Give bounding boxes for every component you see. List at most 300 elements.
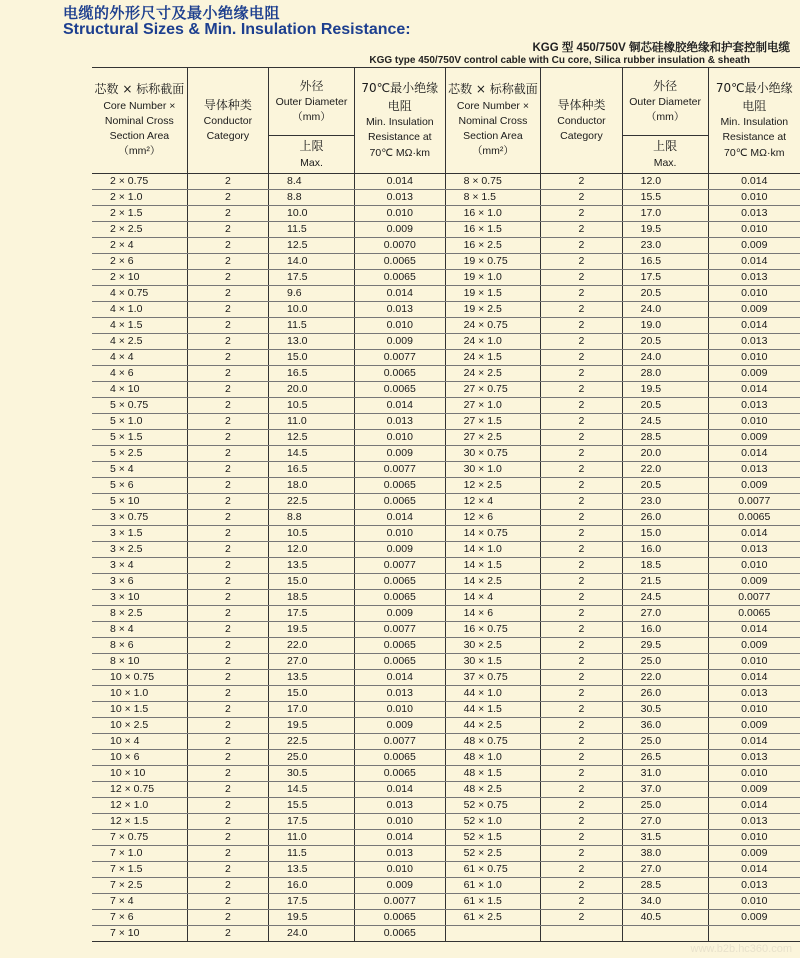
core-size-cell: 4 × 6: [92, 366, 187, 382]
core-size-cell: 16 × 1.5: [445, 222, 541, 238]
outer-diameter-cell: 25.0: [622, 654, 708, 670]
conductor-category-cell: 2: [541, 686, 622, 702]
conductor-category-cell: 2: [541, 766, 622, 782]
table-row: [92, 590, 800, 606]
outer-diameter-cell: 30.5: [622, 702, 708, 718]
outer-diameter-cell: 13.5: [269, 670, 355, 686]
core-size-cell: 12 × 6: [445, 510, 541, 526]
outer-diameter-cell: 14.5: [269, 446, 355, 462]
core-size-cell: 7 × 1.0: [92, 846, 187, 862]
conductor-category-cell: 2: [541, 814, 622, 830]
outer-diameter-cell: 15.5: [622, 190, 708, 206]
conductor-category-cell: 2: [187, 398, 268, 414]
conductor-category-cell: 2: [187, 270, 268, 286]
outer-diameter-cell: 22.0: [622, 462, 708, 478]
insulation-resistance-cell: 0.0077: [708, 590, 800, 606]
table-row: [92, 334, 800, 350]
conductor-category-cell: 2: [541, 430, 622, 446]
outer-diameter-cell: 17.5: [269, 814, 355, 830]
table-row: [92, 526, 800, 542]
insulation-resistance-cell: 0.0065: [355, 750, 446, 766]
conductor-category-cell: 2: [187, 558, 268, 574]
outer-diameter-cell: 34.0: [622, 894, 708, 910]
insulation-resistance-cell: 0.009: [355, 334, 446, 350]
table-row: [92, 622, 800, 638]
outer-diameter-cell: 13.5: [269, 862, 355, 878]
table-row: [92, 782, 800, 798]
outer-diameter-cell: 26.5: [622, 750, 708, 766]
conductor-category-cell: 2: [187, 334, 268, 350]
core-size-cell: 4 × 2.5: [92, 334, 187, 350]
core-size-cell: 3 × 6: [92, 574, 187, 590]
outer-diameter-cell: 21.5: [622, 574, 708, 590]
outer-diameter-cell: 28.0: [622, 366, 708, 382]
core-size-cell: 10 × 0.75: [92, 670, 187, 686]
insulation-resistance-cell: 0.010: [708, 702, 800, 718]
table-row: [92, 462, 800, 478]
table-row: [92, 190, 800, 206]
core-size-cell: 3 × 10: [92, 590, 187, 606]
table-row: [92, 814, 800, 830]
conductor-category-cell: 2: [541, 862, 622, 878]
outer-diameter-cell: 11.0: [269, 830, 355, 846]
core-size-cell: 4 × 1.5: [92, 318, 187, 334]
conductor-category-cell: 2: [187, 318, 268, 334]
insulation-resistance-cell: 0.009: [708, 574, 800, 590]
core-size-cell: 44 × 1.0: [445, 686, 541, 702]
conductor-category-cell: 2: [541, 446, 622, 462]
conductor-category-cell: 2: [187, 574, 268, 590]
core-size-cell: 19 × 1.0: [445, 270, 541, 286]
core-size-cell: 10 × 10: [92, 766, 187, 782]
outer-diameter-cell: 22.0: [269, 638, 355, 654]
outer-diameter-cell: 20.5: [622, 286, 708, 302]
conductor-category-cell: 2: [187, 862, 268, 878]
core-size-cell: 27 × 1.0: [445, 398, 541, 414]
core-size-cell: 14 × 1.0: [445, 542, 541, 558]
insulation-resistance-cell: 0.009: [708, 638, 800, 654]
conductor-category-cell: 2: [541, 718, 622, 734]
core-size-cell: 44 × 2.5: [445, 718, 541, 734]
outer-diameter-cell: 27.0: [622, 862, 708, 878]
conductor-category-cell: 2: [187, 478, 268, 494]
core-size-cell: 8 × 6: [92, 638, 187, 654]
conductor-category-cell: 2: [187, 174, 268, 190]
conductor-category-cell: 2: [541, 750, 622, 766]
core-size-cell: 30 × 1.0: [445, 462, 541, 478]
outer-diameter-cell: 24.5: [622, 414, 708, 430]
conductor-category-cell: 2: [187, 670, 268, 686]
table-row: [92, 318, 800, 334]
table-row: [92, 414, 800, 430]
conductor-category-cell: 2: [541, 830, 622, 846]
core-size-cell: 16 × 0.75: [445, 622, 541, 638]
outer-diameter-cell: 17.5: [622, 270, 708, 286]
outer-diameter-cell: 10.5: [269, 398, 355, 414]
outer-diameter-cell: 27.0: [622, 606, 708, 622]
conductor-category-cell: 2: [541, 542, 622, 558]
table-row: [92, 766, 800, 782]
conductor-category-cell: 2: [187, 798, 268, 814]
insulation-resistance-cell: 0.014: [708, 254, 800, 270]
core-size-cell: 48 × 1.0: [445, 750, 541, 766]
core-size-cell: 5 × 6: [92, 478, 187, 494]
outer-diameter-cell: 38.0: [622, 846, 708, 862]
conductor-category-cell: 2: [541, 190, 622, 206]
insulation-resistance-cell: 0.009: [355, 446, 446, 462]
conductor-category-cell: [541, 926, 622, 942]
core-size-cell: 12 × 4: [445, 494, 541, 510]
core-size-cell: 37 × 0.75: [445, 670, 541, 686]
table-row: [92, 894, 800, 910]
insulation-resistance-cell: 0.0065: [355, 654, 446, 670]
insulation-resistance-cell: 0.009: [708, 302, 800, 318]
outer-diameter-cell: 16.5: [622, 254, 708, 270]
core-size-cell: 52 × 2.5: [445, 846, 541, 862]
core-size-cell: 61 × 0.75: [445, 862, 541, 878]
table-row: [92, 366, 800, 382]
conductor-category-cell: 2: [541, 382, 622, 398]
conductor-category-cell: 2: [187, 718, 268, 734]
core-size-cell: 14 × 2.5: [445, 574, 541, 590]
core-size-cell: 12 × 0.75: [92, 782, 187, 798]
core-size-cell: 10 × 4: [92, 734, 187, 750]
outer-diameter-cell: 17.5: [269, 894, 355, 910]
outer-diameter-cell: 37.0: [622, 782, 708, 798]
table-row: [92, 478, 800, 494]
col-diameter-subheader: 上限 Max.: [269, 136, 355, 174]
outer-diameter-cell: 31.5: [622, 830, 708, 846]
outer-diameter-cell: 24.0: [269, 926, 355, 942]
insulation-resistance-cell: 0.0077: [355, 894, 446, 910]
core-size-cell: 52 × 0.75: [445, 798, 541, 814]
core-size-cell: 2 × 1.0: [92, 190, 187, 206]
insulation-resistance-cell: 0.009: [355, 878, 446, 894]
outer-diameter-cell: 10.0: [269, 206, 355, 222]
insulation-resistance-cell: 0.013: [708, 206, 800, 222]
outer-diameter-cell: 16.0: [622, 542, 708, 558]
conductor-category-cell: 2: [187, 382, 268, 398]
core-size-cell: 24 × 0.75: [445, 318, 541, 334]
conductor-category-cell: 2: [541, 494, 622, 510]
table-row: [92, 238, 800, 254]
core-size-cell: 3 × 4: [92, 558, 187, 574]
outer-diameter-cell: 14.0: [269, 254, 355, 270]
page-title-en: Structural Sizes & Min. Insulation Resistance:: [63, 21, 411, 38]
insulation-resistance-cell: 0.0065: [355, 478, 446, 494]
conductor-category-cell: 2: [187, 366, 268, 382]
outer-diameter-cell: 17.0: [269, 702, 355, 718]
table-row: [92, 254, 800, 270]
insulation-resistance-cell: 0.0065: [355, 926, 446, 942]
insulation-resistance-cell: 0.010: [355, 318, 446, 334]
col-size-header: 芯数 × 标称截面 Core Number × Nominal Cross Section Area（mm²）: [92, 68, 187, 174]
insulation-resistance-cell: 0.010: [708, 766, 800, 782]
insulation-resistance-cell: 0.014: [355, 510, 446, 526]
outer-diameter-cell: 11.0: [269, 414, 355, 430]
core-size-cell: [445, 926, 541, 942]
conductor-category-cell: 2: [187, 446, 268, 462]
outer-diameter-cell: 17.5: [269, 270, 355, 286]
insulation-resistance-cell: 0.0077: [355, 558, 446, 574]
outer-diameter-cell: 10.0: [269, 302, 355, 318]
conductor-category-cell: 2: [187, 734, 268, 750]
conductor-category-cell: 2: [187, 414, 268, 430]
core-size-cell: 52 × 1.5: [445, 830, 541, 846]
core-size-cell: 48 × 1.5: [445, 766, 541, 782]
core-size-cell: 10 × 2.5: [92, 718, 187, 734]
col-insulation-header: 70℃最小绝缘电阻 Min. Insulation Resistance at 70℃ MΩ·km: [355, 68, 446, 174]
insulation-resistance-cell: 0.009: [708, 238, 800, 254]
conductor-category-cell: 2: [187, 430, 268, 446]
core-size-cell: 2 × 6: [92, 254, 187, 270]
conductor-category-cell: 2: [541, 878, 622, 894]
outer-diameter-cell: 16.0: [622, 622, 708, 638]
table-row: [92, 286, 800, 302]
table-row: [92, 750, 800, 766]
outer-diameter-cell: 19.5: [269, 718, 355, 734]
conductor-category-cell: 2: [187, 590, 268, 606]
insulation-resistance-cell: 0.0077: [355, 462, 446, 478]
core-size-cell: 24 × 2.5: [445, 366, 541, 382]
outer-diameter-cell: 22.5: [269, 734, 355, 750]
conductor-category-cell: 2: [187, 462, 268, 478]
outer-diameter-cell: 25.0: [622, 798, 708, 814]
table-row: [92, 606, 800, 622]
core-size-cell: 48 × 0.75: [445, 734, 541, 750]
conductor-category-cell: 2: [541, 798, 622, 814]
conductor-category-cell: 2: [187, 254, 268, 270]
table-row: [92, 558, 800, 574]
table-row: [92, 670, 800, 686]
outer-diameter-cell: 9.6: [269, 286, 355, 302]
core-size-cell: 7 × 4: [92, 894, 187, 910]
insulation-resistance-cell: 0.0065: [355, 574, 446, 590]
table-row: [92, 222, 800, 238]
table-row: [92, 542, 800, 558]
insulation-resistance-cell: 0.014: [355, 670, 446, 686]
core-size-cell: 7 × 0.75: [92, 830, 187, 846]
insulation-resistance-cell: 0.009: [355, 718, 446, 734]
insulation-resistance-cell: 0.014: [355, 174, 446, 190]
conductor-category-cell: 2: [541, 222, 622, 238]
table-row: [92, 878, 800, 894]
core-size-cell: 8 × 0.75: [445, 174, 541, 190]
insulation-resistance-cell: 0.009: [355, 542, 446, 558]
insulation-resistance-cell: 0.013: [708, 814, 800, 830]
table-row: [92, 574, 800, 590]
core-size-cell: 7 × 10: [92, 926, 187, 942]
core-size-cell: 8 × 1.5: [445, 190, 541, 206]
table-row: [92, 446, 800, 462]
core-size-cell: 3 × 0.75: [92, 510, 187, 526]
core-size-cell: 44 × 1.5: [445, 702, 541, 718]
insulation-resistance-cell: 0.009: [708, 846, 800, 862]
insulation-resistance-cell: 0.014: [355, 286, 446, 302]
table-row: [92, 734, 800, 750]
conductor-category-cell: 2: [187, 622, 268, 638]
outer-diameter-cell: 19.5: [622, 382, 708, 398]
core-size-cell: 30 × 2.5: [445, 638, 541, 654]
conductor-category-cell: 2: [541, 590, 622, 606]
core-size-cell: 30 × 1.5: [445, 654, 541, 670]
insulation-resistance-cell: 0.014: [708, 526, 800, 542]
spec-table: [92, 67, 800, 942]
insulation-resistance-cell: 0.009: [708, 478, 800, 494]
core-size-cell: 12 × 1.5: [92, 814, 187, 830]
conductor-category-cell: 2: [187, 830, 268, 846]
outer-diameter-cell: 13.0: [269, 334, 355, 350]
outer-diameter-cell: 28.5: [622, 878, 708, 894]
outer-diameter-cell: 22.0: [622, 670, 708, 686]
insulation-resistance-cell: 0.013: [708, 686, 800, 702]
table-row: [92, 686, 800, 702]
col-insulation-header-right: 70℃最小绝缘电阻 Min. Insulation Resistance at 70℃ MΩ·km: [708, 68, 800, 174]
conductor-category-cell: 2: [541, 238, 622, 254]
conductor-category-cell: 2: [187, 238, 268, 254]
insulation-resistance-cell: 0.013: [355, 686, 446, 702]
insulation-resistance-cell: 0.010: [708, 190, 800, 206]
outer-diameter-cell: 27.0: [269, 654, 355, 670]
insulation-resistance-cell: 0.0065: [355, 270, 446, 286]
insulation-resistance-cell: 0.009: [708, 718, 800, 734]
outer-diameter-cell: 11.5: [269, 318, 355, 334]
insulation-resistance-cell: 0.0077: [355, 622, 446, 638]
conductor-category-cell: 2: [541, 334, 622, 350]
insulation-resistance-cell: 0.013: [708, 270, 800, 286]
conductor-category-cell: 2: [541, 286, 622, 302]
conductor-category-cell: 2: [187, 350, 268, 366]
outer-diameter-cell: 15.0: [269, 574, 355, 590]
conductor-category-cell: 2: [541, 526, 622, 542]
conductor-category-cell: 2: [187, 526, 268, 542]
insulation-resistance-cell: 0.010: [708, 414, 800, 430]
insulation-resistance-cell: 0.013: [708, 398, 800, 414]
outer-diameter-cell: 8.8: [269, 510, 355, 526]
insulation-resistance-cell: 0.014: [355, 398, 446, 414]
outer-diameter-cell: 25.0: [269, 750, 355, 766]
outer-diameter-cell: 20.5: [622, 478, 708, 494]
core-size-cell: 5 × 1.0: [92, 414, 187, 430]
outer-diameter-cell: 20.5: [622, 334, 708, 350]
insulation-resistance-cell: 0.014: [708, 622, 800, 638]
insulation-resistance-cell: 0.010: [355, 862, 446, 878]
table-row: [92, 430, 800, 446]
conductor-category-cell: 2: [541, 414, 622, 430]
core-size-cell: 27 × 0.75: [445, 382, 541, 398]
insulation-resistance-cell: 0.010: [355, 702, 446, 718]
spec-table-body: [92, 174, 800, 942]
core-size-cell: 19 × 0.75: [445, 254, 541, 270]
conductor-category-cell: 2: [541, 782, 622, 798]
outer-diameter-cell: 22.5: [269, 494, 355, 510]
conductor-category-cell: 2: [187, 878, 268, 894]
table-row: [92, 206, 800, 222]
table-row: [92, 798, 800, 814]
insulation-resistance-cell: 0.013: [355, 798, 446, 814]
core-size-cell: 61 × 1.5: [445, 894, 541, 910]
core-size-cell: 5 × 0.75: [92, 398, 187, 414]
table-row: [92, 702, 800, 718]
insulation-resistance-cell: 0.014: [355, 782, 446, 798]
insulation-resistance-cell: 0.010: [355, 814, 446, 830]
cable-type-title-en: KGG type 450/750V control cable with Cu core, Silica rubber insulation & sheath: [369, 55, 750, 66]
conductor-category-cell: 2: [187, 926, 268, 942]
outer-diameter-cell: 26.0: [622, 686, 708, 702]
insulation-resistance-cell: 0.014: [708, 174, 800, 190]
insulation-resistance-cell: 0.010: [355, 206, 446, 222]
spec-table-header: [92, 68, 800, 174]
insulation-resistance-cell: 0.0065: [355, 382, 446, 398]
insulation-resistance-cell: 0.0065: [708, 606, 800, 622]
conductor-category-cell: 2: [187, 766, 268, 782]
outer-diameter-cell: 24.0: [622, 302, 708, 318]
outer-diameter-cell: 13.5: [269, 558, 355, 574]
core-size-cell: 12 × 2.5: [445, 478, 541, 494]
insulation-resistance-cell: 0.013: [355, 414, 446, 430]
core-size-cell: 10 × 6: [92, 750, 187, 766]
insulation-resistance-cell: 0.009: [708, 782, 800, 798]
insulation-resistance-cell: 0.014: [708, 734, 800, 750]
conductor-category-cell: 2: [187, 638, 268, 654]
col-conductor-header-right: 导体种类 Conductor Category: [541, 68, 622, 174]
conductor-category-cell: 2: [187, 206, 268, 222]
col-size-header-right: 芯数 × 标称截面 Core Number × Nominal Cross Section Area（mm²）: [445, 68, 541, 174]
table-row: [92, 174, 800, 190]
core-size-cell: 14 × 0.75: [445, 526, 541, 542]
insulation-resistance-cell: 0.0065: [355, 366, 446, 382]
insulation-resistance-cell: 0.0065: [355, 766, 446, 782]
conductor-category-cell: 2: [541, 398, 622, 414]
conductor-category-cell: 2: [541, 670, 622, 686]
core-size-cell: 12 × 1.0: [92, 798, 187, 814]
conductor-category-cell: 2: [541, 302, 622, 318]
core-size-cell: 4 × 4: [92, 350, 187, 366]
core-size-cell: 4 × 0.75: [92, 286, 187, 302]
outer-diameter-cell: 18.0: [269, 478, 355, 494]
core-size-cell: 3 × 1.5: [92, 526, 187, 542]
outer-diameter-cell: 12.5: [269, 430, 355, 446]
table-row: [92, 510, 800, 526]
table-row: [92, 910, 800, 926]
table-row: [92, 926, 800, 942]
outer-diameter-cell: 15.0: [622, 526, 708, 542]
insulation-resistance-cell: 0.009: [355, 606, 446, 622]
insulation-resistance-cell: 0.010: [708, 894, 800, 910]
col-diameter-header: 外径 Outer Diameter（mm）: [269, 68, 355, 136]
insulation-resistance-cell: 0.009: [355, 222, 446, 238]
cable-type-title-cn: KGG 型 450/750V 铜芯硅橡胶绝缘和护套控制电缆: [532, 42, 790, 54]
core-size-cell: 27 × 1.5: [445, 414, 541, 430]
outer-diameter-cell: 11.5: [269, 222, 355, 238]
insulation-resistance-cell: 0.009: [708, 366, 800, 382]
insulation-resistance-cell: 0.014: [708, 382, 800, 398]
table-row: [92, 862, 800, 878]
insulation-resistance-cell: 0.013: [708, 878, 800, 894]
insulation-resistance-cell: 0.013: [708, 334, 800, 350]
insulation-resistance-cell: 0.0070: [355, 238, 446, 254]
core-size-cell: 5 × 2.5: [92, 446, 187, 462]
insulation-resistance-cell: 0.014: [708, 862, 800, 878]
conductor-category-cell: 2: [541, 654, 622, 670]
outer-diameter-cell: 16.5: [269, 366, 355, 382]
outer-diameter-cell: 19.5: [269, 910, 355, 926]
core-size-cell: 7 × 6: [92, 910, 187, 926]
table-row: [92, 654, 800, 670]
core-size-cell: 8 × 10: [92, 654, 187, 670]
core-size-cell: 61 × 1.0: [445, 878, 541, 894]
core-size-cell: 10 × 1.0: [92, 686, 187, 702]
